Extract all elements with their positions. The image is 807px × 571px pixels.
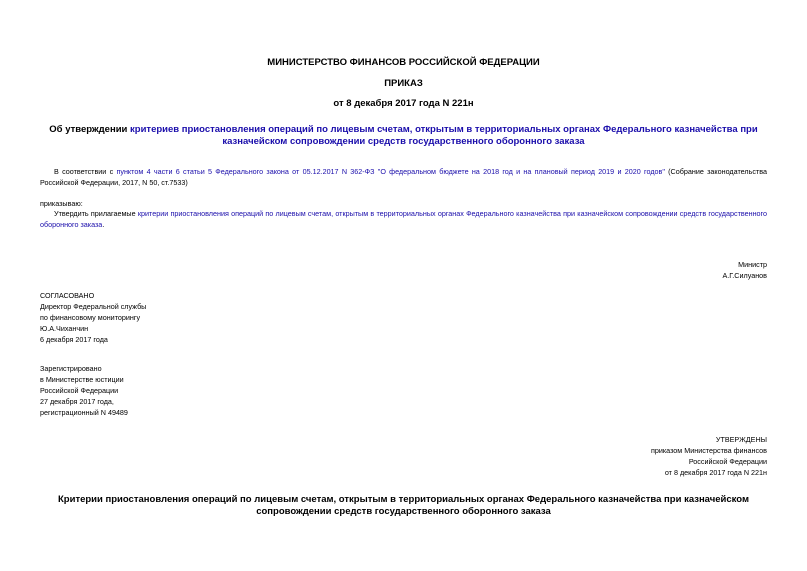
approved-line: Российской Федерации (688, 457, 767, 466)
preamble-text-2: (Собрание законодательства Российской Федерации, 2017, N 50, ст.7533) (40, 167, 767, 187)
preamble-text-1: В соответствии с (54, 167, 117, 176)
agreed-line: Ю.А.Чиханчин (40, 324, 89, 333)
document-title (40, 124, 767, 148)
signature-name: А.Г.Силуанов (722, 271, 767, 280)
title-link[interactable]: критериев приостановления операций по лицевым счетам, открытым в территориальных органах Федерального казначейства при казначейском сопровождении средств государственного оборонного заказа (130, 124, 758, 147)
approved-line: УТВЕРЖДЕНЫ (715, 435, 767, 444)
signature-role: Министр (738, 260, 767, 269)
preamble-paragraph (40, 166, 767, 188)
approve-criteria-link[interactable]: критерии приостановления операций по лицевым счетам, открытым в территориальных органах Федерального казначейства при казначейском сопровождении средств государственного оборонного заказа (40, 209, 767, 229)
approve-suffix: . (102, 220, 105, 229)
doc-date-number: от 8 декабря 2017 года N 221н (333, 98, 474, 109)
registered-line: в Министерстве юстиции (40, 375, 124, 384)
title-prefix: Об утверждении (49, 124, 131, 135)
approve-prefix: Утвердить прилагаемые (54, 209, 138, 218)
registered-line: Зарегистрировано (40, 364, 102, 373)
approved-block (651, 434, 767, 478)
approved-line: приказом Министерства финансов (650, 446, 767, 455)
approve-paragraph (40, 208, 767, 230)
agreed-line: Директор Федеральной службы (40, 302, 147, 311)
registered-block (40, 363, 128, 418)
registered-line: Российской Федерации (40, 386, 119, 395)
ministry-heading: МИНИСТЕРСТВО ФИНАНСОВ РОССИЙСКОЙ ФЕДЕРАЦИИ (267, 57, 540, 68)
registered-line: регистрационный N 49489 (40, 408, 128, 417)
doc-type-heading: ПРИКАЗ (384, 78, 423, 89)
agreed-block (40, 290, 146, 345)
agreed-line: СОГЛАСОВАНО (40, 291, 95, 300)
preamble-law-link[interactable]: пунктом 4 части 6 статьи 5 Федерального закона от 05.12.2017 N 362-ФЗ "О федеральном бюджете на 2018 год и на плановый период 2019 и 2020 годов" (116, 167, 665, 176)
orders-word: приказываю: (40, 199, 83, 208)
registered-line: 27 декабря 2017 года, (40, 397, 114, 406)
criteria-title: Критерии приостановления операций по лицевым счетам, открытым в территориальных органах Федерального казначейства при казначейском сопровождении средств государственного оборонного заказа (58, 494, 749, 517)
signature-block (723, 259, 768, 281)
agreed-line: 6 декабря 2017 года (40, 335, 108, 344)
agreed-line: по финансовому мониторингу (40, 313, 141, 322)
approved-line: от 8 декабря 2017 года N 221н (664, 468, 767, 477)
